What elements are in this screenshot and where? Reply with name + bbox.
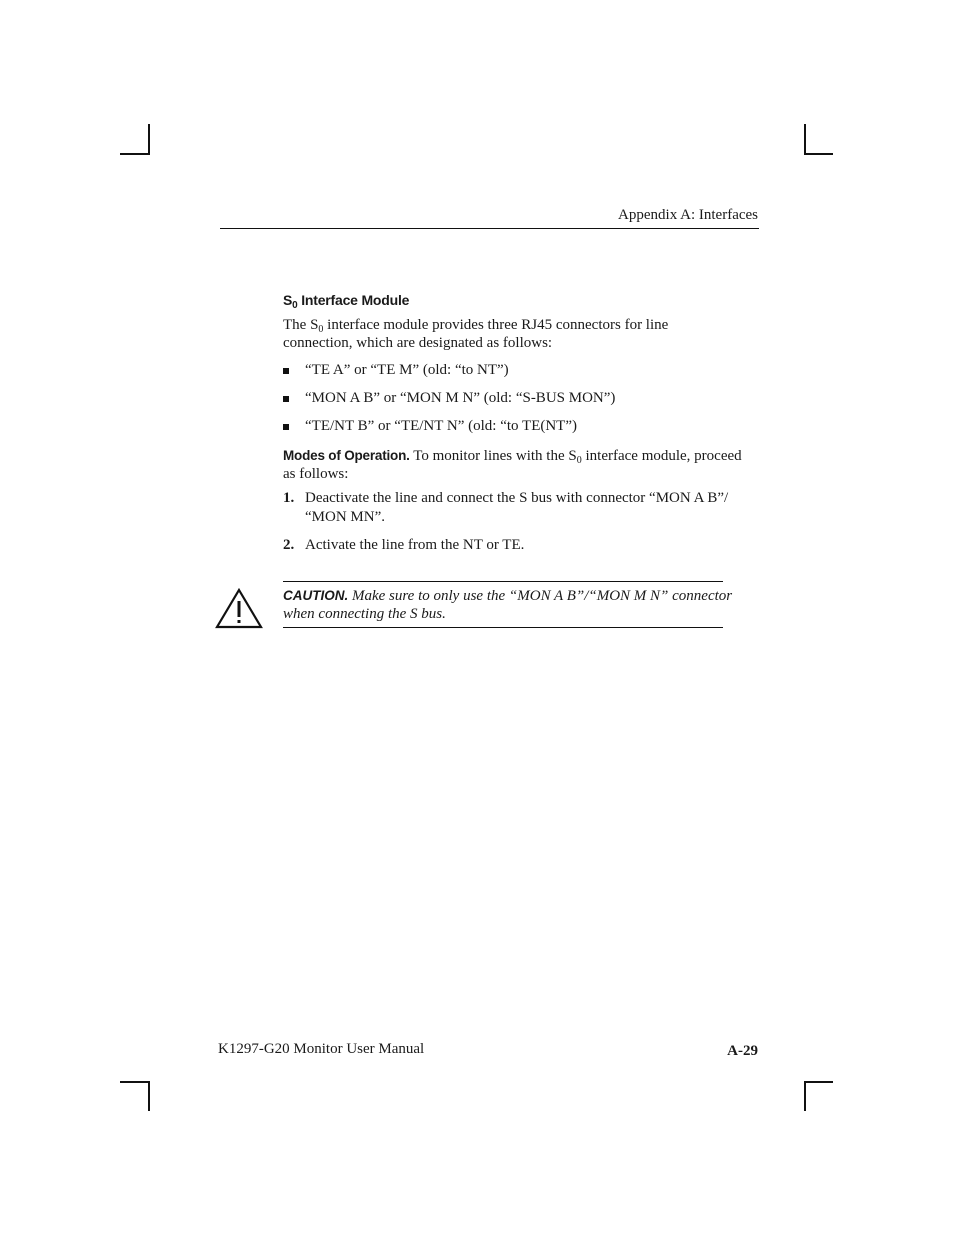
square-bullet-icon [283, 396, 289, 402]
warning-triangle-icon [215, 588, 263, 629]
list-item: “MON A B” or “MON M N” (old: “S-BUS MON”) [283, 390, 615, 407]
caution-label: CAUTION. [283, 588, 349, 603]
running-header [618, 207, 758, 224]
caution-bottom-rule [283, 627, 723, 628]
caution-top-rule [283, 581, 723, 582]
footer-page-number: A-29 [727, 1043, 758, 1059]
step-item: 2. Activate the line from the NT or TE. [283, 537, 525, 553]
list-item: “TE A” or “TE M” (old: “to NT”) [283, 362, 509, 379]
crop-mark-top-right-horizontal [804, 153, 833, 155]
square-bullet-icon [283, 424, 289, 430]
modes-paragraph: Modes of Operation. To monitor lines with the $S_0$ interface module, proceed as follows: [283, 448, 742, 482]
step-number: 1. [283, 490, 295, 506]
crop-mark-bottom-left-horizontal [120, 1081, 150, 1083]
crop-mark-top-right-vertical [804, 124, 806, 155]
crop-mark-bottom-left-vertical [148, 1081, 150, 1111]
square-bullet-icon [283, 368, 289, 374]
step-number: 2. [283, 537, 295, 553]
footer-manual-title: K1297-G20 Monitor User Manual [218, 1041, 425, 1057]
section-heading: $S_0$ Interface Module [283, 292, 410, 311]
step-item: 1. Deactivate the line and connect the S bus with connector “MON A B”/ “MON MN”. [283, 490, 729, 525]
modes-run-in-heading: Modes of Operation. [283, 448, 410, 463]
list-item: “TE/NT B” or “TE/NT N” (old: “to TE(NT”) [283, 418, 577, 435]
header-rule [220, 228, 759, 229]
running-header-title: Appendix A: Interfaces [618, 207, 758, 223]
crop-mark-bottom-right-vertical [804, 1081, 806, 1111]
crop-mark-bottom-right-horizontal [804, 1081, 833, 1083]
caution-text: CAUTION. Make sure to only use the “MON A B”/“MON M N” connector when connecting the S bus. [283, 588, 733, 622]
intro-paragraph: The $S_0$ interface module provides three RJ45 connectors for line connection, which are designated as follows: [283, 317, 669, 351]
crop-mark-top-left-vertical [148, 124, 150, 155]
crop-mark-top-left-horizontal [120, 153, 150, 155]
